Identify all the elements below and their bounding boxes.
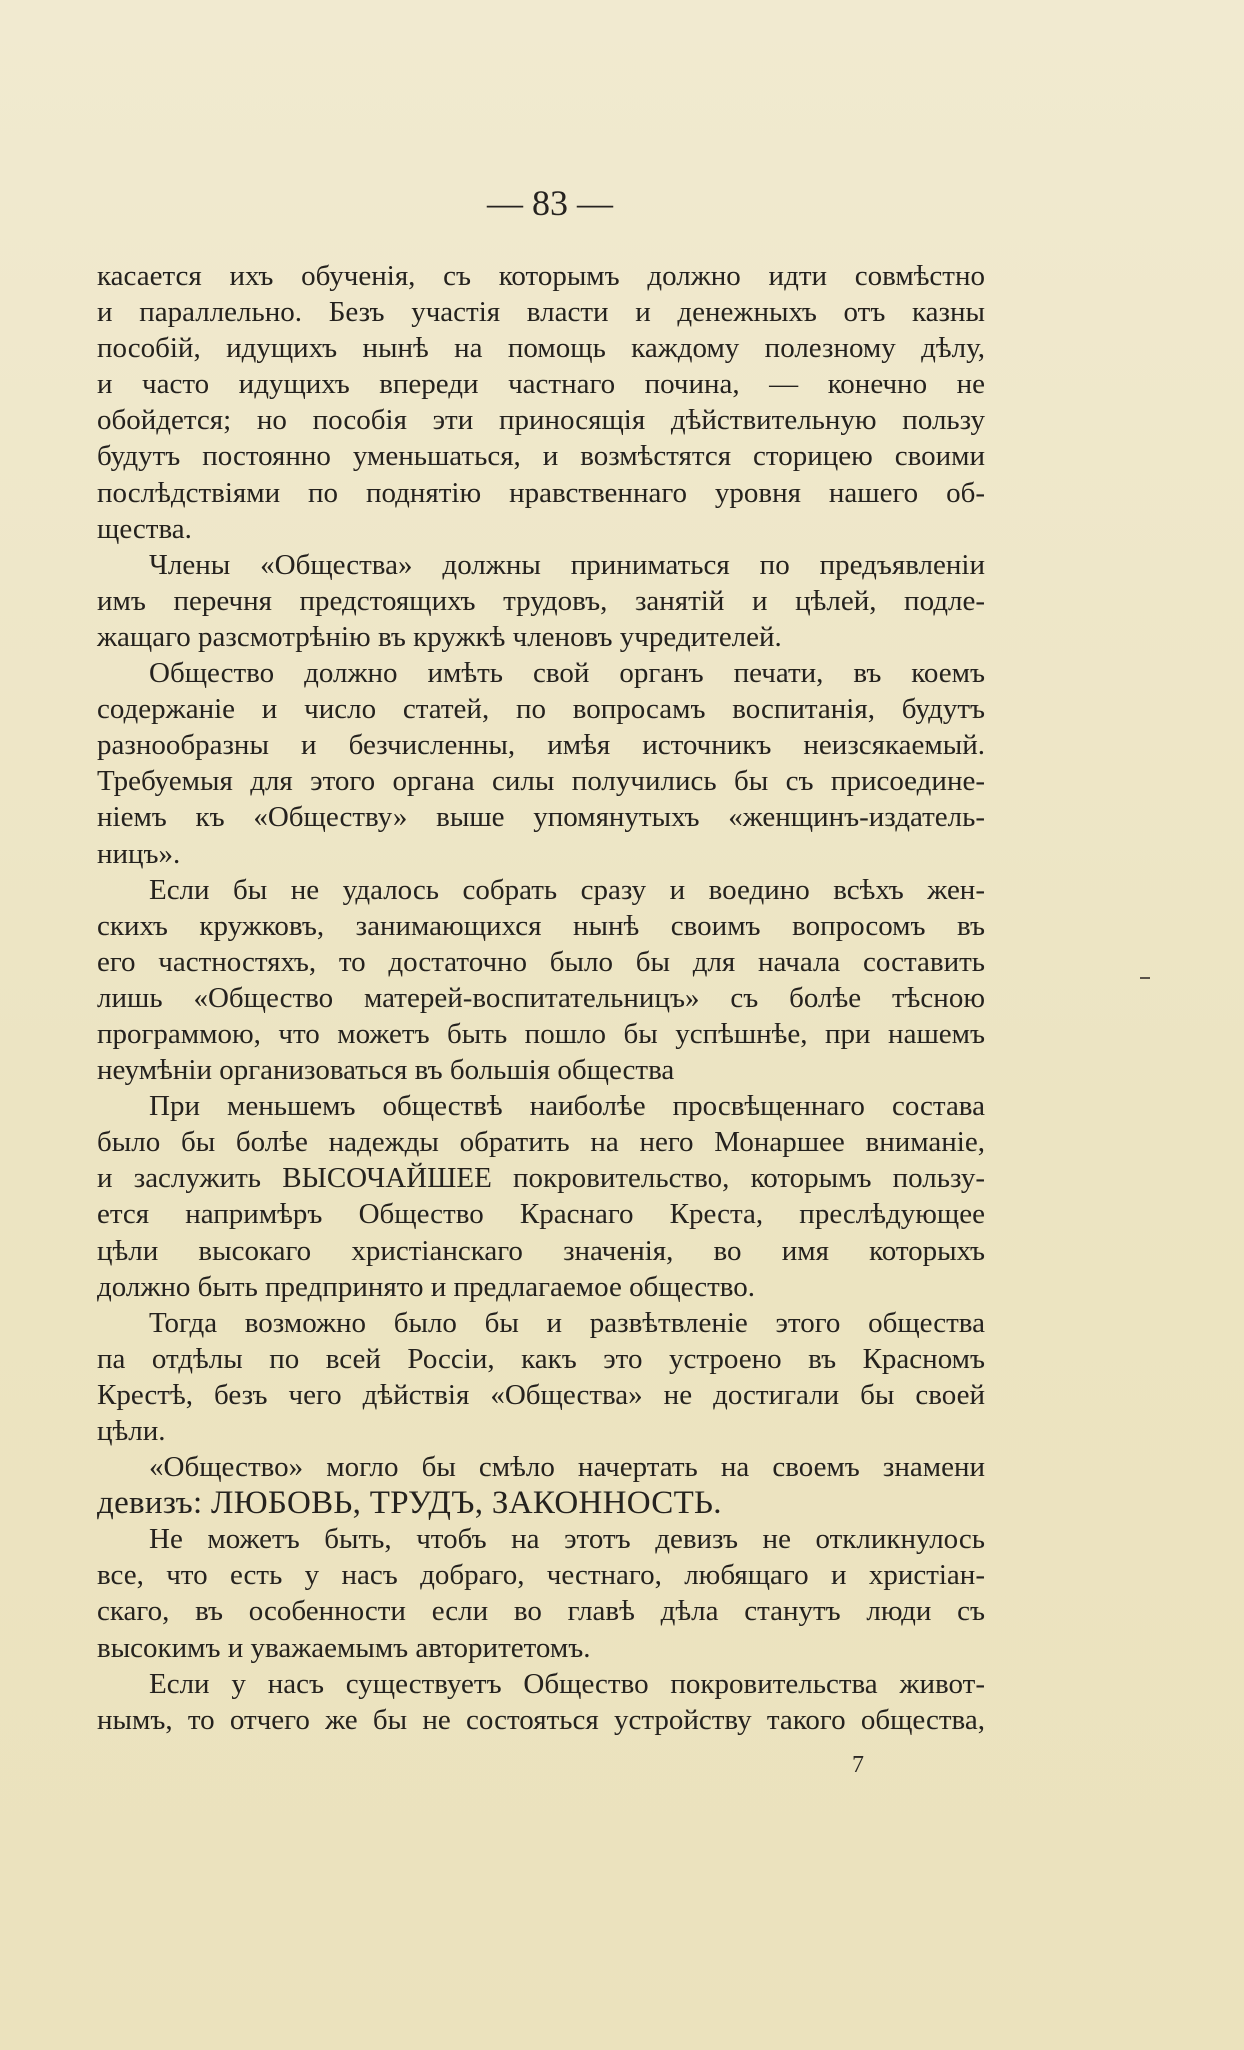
text-line: Не можетъ быть, чтобъ на этотъ девизъ не откликнулось bbox=[149, 1523, 985, 1556]
paragraph-9 bbox=[97, 1666, 985, 1738]
text-line: высокимъ и уважаемымъ авторитетомъ. bbox=[97, 1631, 591, 1664]
page-number: — 83 — bbox=[487, 183, 613, 223]
text-line: его частностяхъ, то достаточно было бы для начала составить bbox=[97, 945, 985, 978]
motto-line: девизъ: ЛЮБОВЬ, ТРУДЪ, ЗАКОННОСТЬ. bbox=[97, 1485, 722, 1522]
text-line: и заслужить ВЫСОЧАЙШЕЕ покровительство, которымъ пользу- bbox=[97, 1162, 985, 1195]
text-line: лишь «Общество матерей-воспитательницъ» съ болѣе тѣсною bbox=[97, 981, 985, 1014]
text-line: «Общество» могло бы смѣло начертать на своемъ знамени bbox=[149, 1451, 985, 1484]
text-line: было бы болѣе надежды обратить на него Монаршее вниманіе, bbox=[97, 1126, 985, 1159]
text-line: ницъ». bbox=[97, 837, 181, 870]
text-line: Требуемыя для этого органа силы получились бы съ присоедине- bbox=[97, 765, 985, 798]
paragraph-1 bbox=[97, 258, 985, 547]
text-line: цѣли. bbox=[97, 1415, 166, 1447]
text-line: Тогда возможно было бы и развѣтвленіе этого общества bbox=[149, 1306, 985, 1339]
text-line: па отдѣлы по всей Россіи, какъ это устроено въ Красномъ bbox=[97, 1342, 985, 1375]
text-line: послѣдствіями по поднятію нравственнаго уровня нашего об- bbox=[97, 476, 985, 509]
text-line: При меньшемъ обществѣ наиболѣе просвѣщеннаго состава bbox=[149, 1090, 985, 1123]
text-line: Если у насъ существуетъ Общество покровительства живот- bbox=[149, 1667, 985, 1700]
text-line: разнообразны и безчисленны, имѣя источникъ неизсякаемый. bbox=[97, 729, 985, 762]
paragraph-2 bbox=[97, 547, 985, 655]
text-line: должно быть предпринято и предлагаемое общество. bbox=[97, 1270, 756, 1303]
text-line: неумѣніи организоваться въ большія общества bbox=[97, 1054, 675, 1087]
text-line: скаго, въ особенности если во главѣ дѣла станутъ люди съ bbox=[97, 1595, 985, 1628]
text-line: программою, что можетъ быть пошло бы успѣшнѣе, при нашемъ bbox=[97, 1017, 985, 1050]
text-line: и параллельно. Безъ участія власти и денежныхъ отъ казны bbox=[97, 296, 985, 329]
paragraph-4 bbox=[97, 872, 985, 1089]
text-line: скихъ кружковъ, занимающихся нынѣ своимъ вопросомъ въ bbox=[97, 909, 985, 942]
text-line: жащаго разсмотрѣнію въ кружкѣ членовъ учредителей. bbox=[97, 620, 782, 653]
text-line: Крестѣ, безъ чего дѣйствія «Общества» не достигали бы своей bbox=[97, 1378, 985, 1411]
text-line: ется напримѣръ Общество Краснаго Креста, преслѣдующее bbox=[97, 1198, 985, 1231]
text-line: обойдется; но пособія эти приносящія дѣйствительную пользу bbox=[97, 404, 985, 437]
text-line: Общество должно имѣть свой органъ печати, въ коемъ bbox=[149, 657, 985, 690]
paragraph-5 bbox=[97, 1088, 985, 1305]
text-line: содержаніе и число статей, по вопросамъ воспитанія, будутъ bbox=[97, 693, 985, 726]
text-line: Члены «Общества» должны приниматься по предъявленіи bbox=[149, 548, 985, 581]
text-line: касается ихъ обученія, съ которымъ должно идти совмѣстно bbox=[97, 260, 985, 292]
text-line: Если бы не удалось собрать сразу и воедино всѣхъ жен- bbox=[149, 873, 985, 906]
text-line: щества. bbox=[97, 512, 192, 545]
text-line: все, что есть у насъ добраго, честнаго, любящаго и христіан- bbox=[97, 1559, 985, 1592]
text-line: цѣли высокаго христіанскаго значенія, во имя которыхъ bbox=[97, 1234, 985, 1267]
text-line: нымъ, то отчего же бы не состояться устройству такого общества, bbox=[97, 1703, 985, 1736]
text-line: и часто идущихъ впереди частнаго почина, — конечно не bbox=[97, 368, 985, 401]
signature-mark: 7 bbox=[852, 1752, 864, 1778]
text-line: ніемъ къ «Обществу» выше упомянутыхъ «женщинъ-издатель- bbox=[97, 801, 985, 834]
paragraph-8 bbox=[97, 1521, 985, 1665]
body-text bbox=[97, 258, 985, 1738]
paragraph-3 bbox=[97, 655, 985, 872]
paragraph-7 bbox=[97, 1449, 985, 1521]
text-line: имъ перечня предстоящихъ трудовъ, занятій и цѣлей, подле- bbox=[97, 584, 985, 617]
text-line: будутъ постоянно уменьшаться, и возмѣстятся сторицею своими bbox=[97, 440, 985, 473]
margin-mark bbox=[1140, 977, 1150, 979]
text-line: пособій, идущихъ нынѣ на помощь каждому полезному дѣлу, bbox=[97, 332, 985, 365]
paragraph-6 bbox=[97, 1305, 985, 1449]
